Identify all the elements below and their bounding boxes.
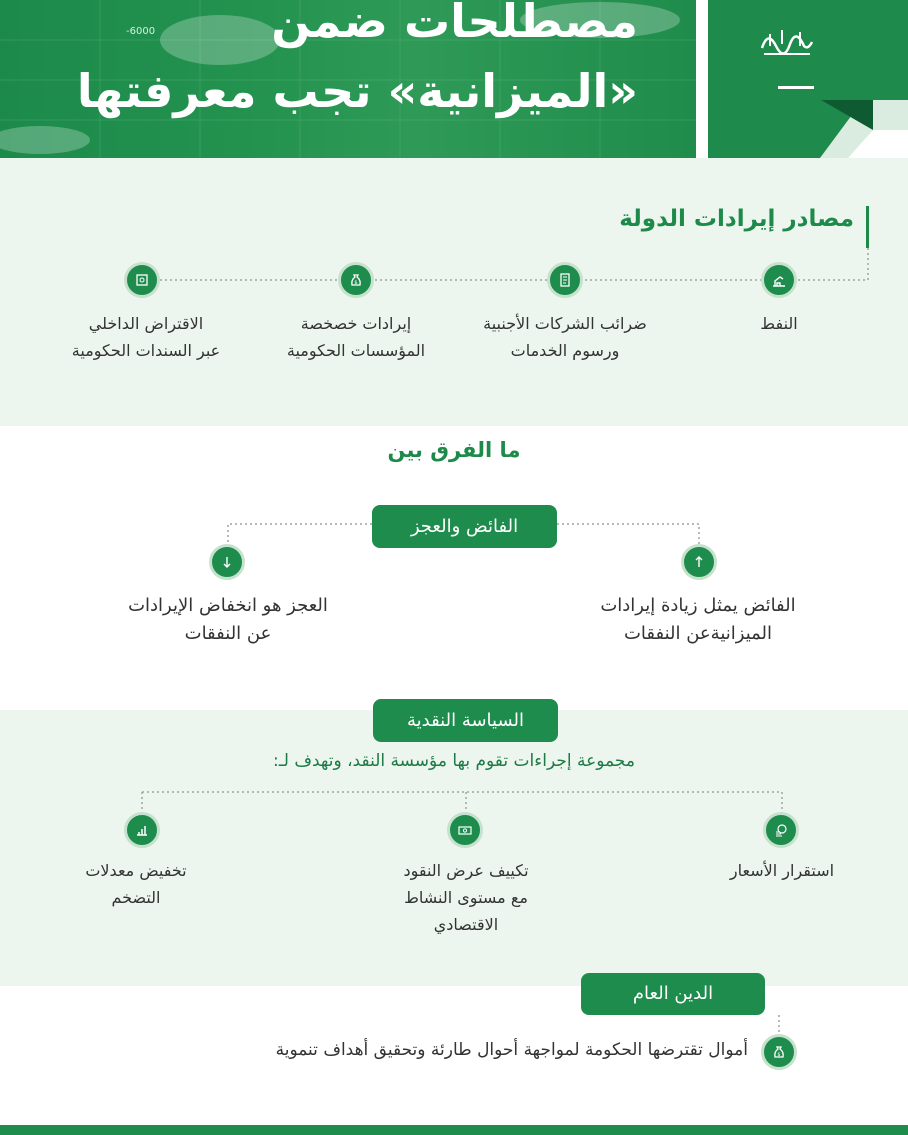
revenue-item-taxes: ضرائب الشركات الأجنبية ورسوم الخدمات: [483, 314, 647, 360]
monetary-goal-price-stability: استقرار الأسعار: [729, 861, 835, 880]
revenue-item-oil: النفط: [760, 314, 798, 333]
bar-chart-icon: [124, 812, 160, 848]
footer-bar: [0, 1125, 908, 1135]
monetary-goal-inflation: تخفيض معدلات التضخم: [85, 861, 187, 907]
banknote-icon: [447, 812, 483, 848]
public-debt-definition: أموال تقترضها الحكومة لمواجهة أحوال طارئة وتحقيق أهداف تنموية: [275, 1040, 748, 1060]
background-number: -6000: [126, 26, 156, 37]
page-title-line1: مصطلحات ضمن: [271, 0, 638, 48]
surplus-definition: الفائض يمثل زيادة إيرادات الميزانيةعن النفقات: [600, 595, 796, 644]
money-bag-icon: [338, 262, 374, 298]
difference-section-title: ما الفرق بين: [387, 438, 521, 462]
revenue-section-title: مصادر إيرادات الدولة: [619, 206, 854, 232]
safe-icon: [124, 262, 160, 298]
header-right-strip: [863, 0, 908, 105]
deficit-definition: العجز هو انخفاض الإيرادات عن النفقات: [128, 595, 328, 644]
page-title-line2: «الميزانية» تجب معرفتها: [76, 64, 638, 118]
coins-icon: [763, 812, 799, 848]
svg-text:$: $: [777, 1052, 781, 1058]
title-accent-bar: [866, 206, 869, 248]
money-bag-icon: [761, 1034, 797, 1070]
svg-text:$: $: [354, 280, 358, 286]
monetary-policy-pill: السياسة النقدية: [373, 699, 558, 742]
header-corner-shape: [708, 100, 908, 158]
shahada-script-icon: [756, 20, 816, 60]
surplus-deficit-pill: الفائض والعجز: [372, 505, 557, 548]
revenue-item-privatization: إيرادات خصخصة المؤسسات الحكومية: [286, 314, 426, 360]
receipt-icon: [547, 262, 583, 298]
monetary-policy-description: مجموعة إجراءات تقوم بها مؤسسة النقد، وتهدف لـ:: [273, 751, 635, 771]
revenue-item-borrowing: الاقتراض الداخلي عبر السندات الحكومية: [71, 314, 221, 360]
arrow-up-icon: [681, 544, 717, 580]
header-banner: [0, 0, 696, 158]
oil-pump-icon: [761, 262, 797, 298]
public-debt-pill: الدين العام: [581, 973, 765, 1015]
arrow-down-icon: [209, 544, 245, 580]
emblem-divider: [778, 86, 814, 89]
monetary-goal-money-supply: تكييف عرض النقود مع مستوى النشاط الاقتصادي: [403, 861, 529, 934]
